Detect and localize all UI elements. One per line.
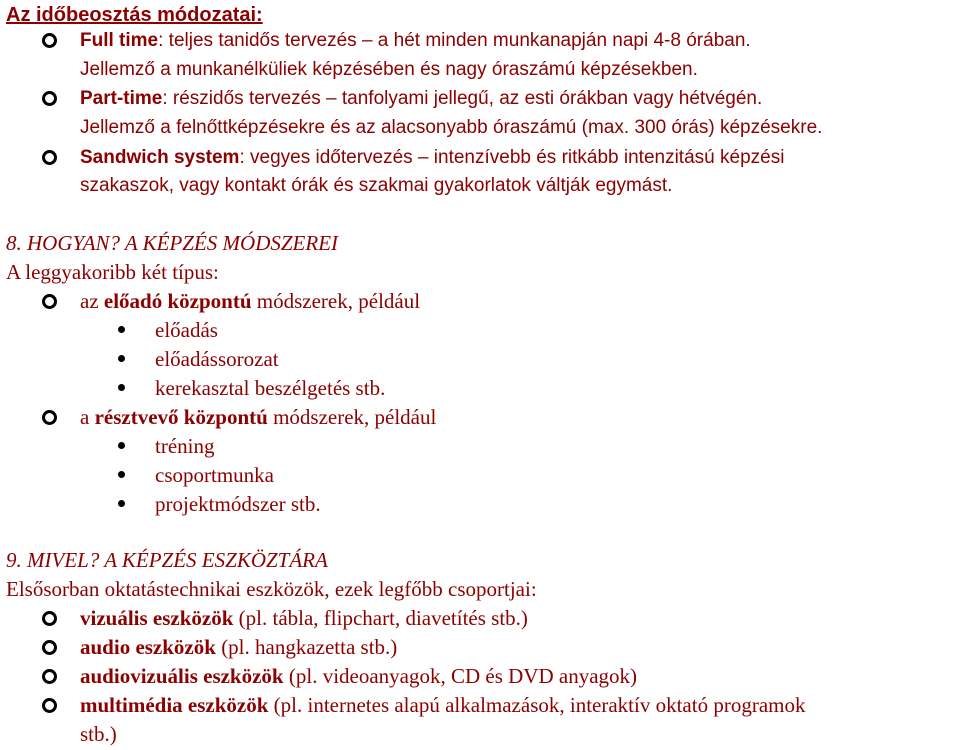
section-intro-methods: A leggyakoribb két típus:: [6, 260, 219, 284]
method-group-suffix: módszerek, például: [251, 289, 421, 313]
time-item-sandwich-line1: [80, 147, 953, 169]
tool-item: [80, 635, 397, 660]
ring-bullet-icon: [42, 669, 57, 684]
ring-bullet-icon: [42, 33, 57, 48]
method-group-lecturer: [80, 289, 420, 314]
time-item-part-time-desc: : részidős tervezés – tanfolyami jellegű, az esti órákban vagy hétvégén.: [162, 88, 763, 109]
time-item-sandwich-desc: : vegyes időtervezés – intenzívebb és ritkább intenzitású képzési: [239, 147, 785, 168]
tool-item: [80, 606, 528, 631]
method-group-term: résztvevő központú: [94, 405, 268, 429]
dot-bullet-icon: [118, 471, 125, 478]
method-item: előadás: [155, 318, 218, 342]
method-group-term: előadó központú: [103, 289, 252, 313]
time-item-full-time-line1: [80, 30, 948, 52]
tool-item: [80, 693, 805, 718]
method-item: tréning: [155, 434, 215, 458]
ring-bullet-icon: [42, 698, 57, 713]
tool-item-examples: (pl. hangkazetta stb.): [215, 635, 398, 659]
dot-bullet-icon: [118, 326, 125, 333]
section-heading-methods: 8. HOGYAN? A KÉPZÉS MÓDSZEREI: [6, 231, 339, 255]
tool-item-examples: (pl. tábla, flipchart, diavetítés stb.): [233, 606, 528, 630]
method-group-participant: [80, 405, 436, 430]
ring-bullet-icon: [42, 410, 57, 425]
time-item-part-time-line1: [80, 88, 762, 110]
term-full-time: Full time: [80, 30, 159, 51]
method-item: projektmódszer stb.: [155, 492, 321, 516]
time-item-full-time-line2: Jellemző a munkanélküliek képzésében és nagy óraszámú képzésekben.: [80, 59, 698, 80]
dot-bullet-icon: [118, 384, 125, 391]
ring-bullet-icon: [42, 294, 57, 309]
term-sandwich-system: Sandwich system: [80, 147, 240, 168]
term-part-time: Part-time: [80, 88, 163, 109]
method-group-prefix: az: [80, 289, 104, 313]
time-item-part-time-line2: Jellemző a felnőttképzésekre és az alacsonyabb óraszámú (max. 300 órás) képzésekre.: [80, 117, 823, 138]
dot-bullet-icon: [118, 442, 125, 449]
section-heading-tools: 9. MIVEL? A KÉPZÉS ESZKÖZTÁRA: [6, 548, 328, 572]
tool-item-term: vizuális eszközök: [80, 606, 234, 630]
ring-bullet-icon: [42, 91, 57, 106]
method-item: előadássorozat: [155, 347, 279, 371]
method-group-suffix: módszerek, például: [267, 405, 437, 429]
time-item-sandwich-line2: szakaszok, vagy kontakt órák és szakmai gyakorlatok váltják egymást.: [80, 175, 673, 196]
tool-item-examples: (pl. internetes alapú alkalmazások, interaktív oktató programok: [268, 693, 806, 717]
dot-bullet-icon: [118, 355, 125, 362]
tool-item-continuation: stb.): [80, 722, 117, 746]
tool-item-examples: (pl. videoanyagok, CD és DVD anyagok): [283, 664, 638, 688]
ring-bullet-icon: [42, 640, 57, 655]
tool-item-term: audiovizuális eszközök: [80, 664, 284, 688]
tool-item-term: multimédia eszközök: [80, 693, 269, 717]
ring-bullet-icon: [42, 611, 57, 626]
section-intro-tools: Elsősorban oktatástechnikai eszközök, ezek legfőbb csoportjai:: [6, 577, 537, 601]
time-item-full-time-desc: : teljes tanidős tervezés – a hét minden munkanapján napi 4-8 órában.: [158, 30, 751, 51]
dot-bullet-icon: [118, 500, 125, 507]
method-group-prefix: a: [80, 405, 95, 429]
tool-item-term: audio eszközök: [80, 635, 216, 659]
tool-item: [80, 664, 637, 689]
ring-bullet-icon: [42, 150, 57, 165]
section-title-time: Az időbeosztás módozatai:: [6, 4, 263, 26]
method-item: kerekasztal beszélgetés stb.: [155, 376, 386, 400]
method-item: csoportmunka: [155, 463, 274, 487]
